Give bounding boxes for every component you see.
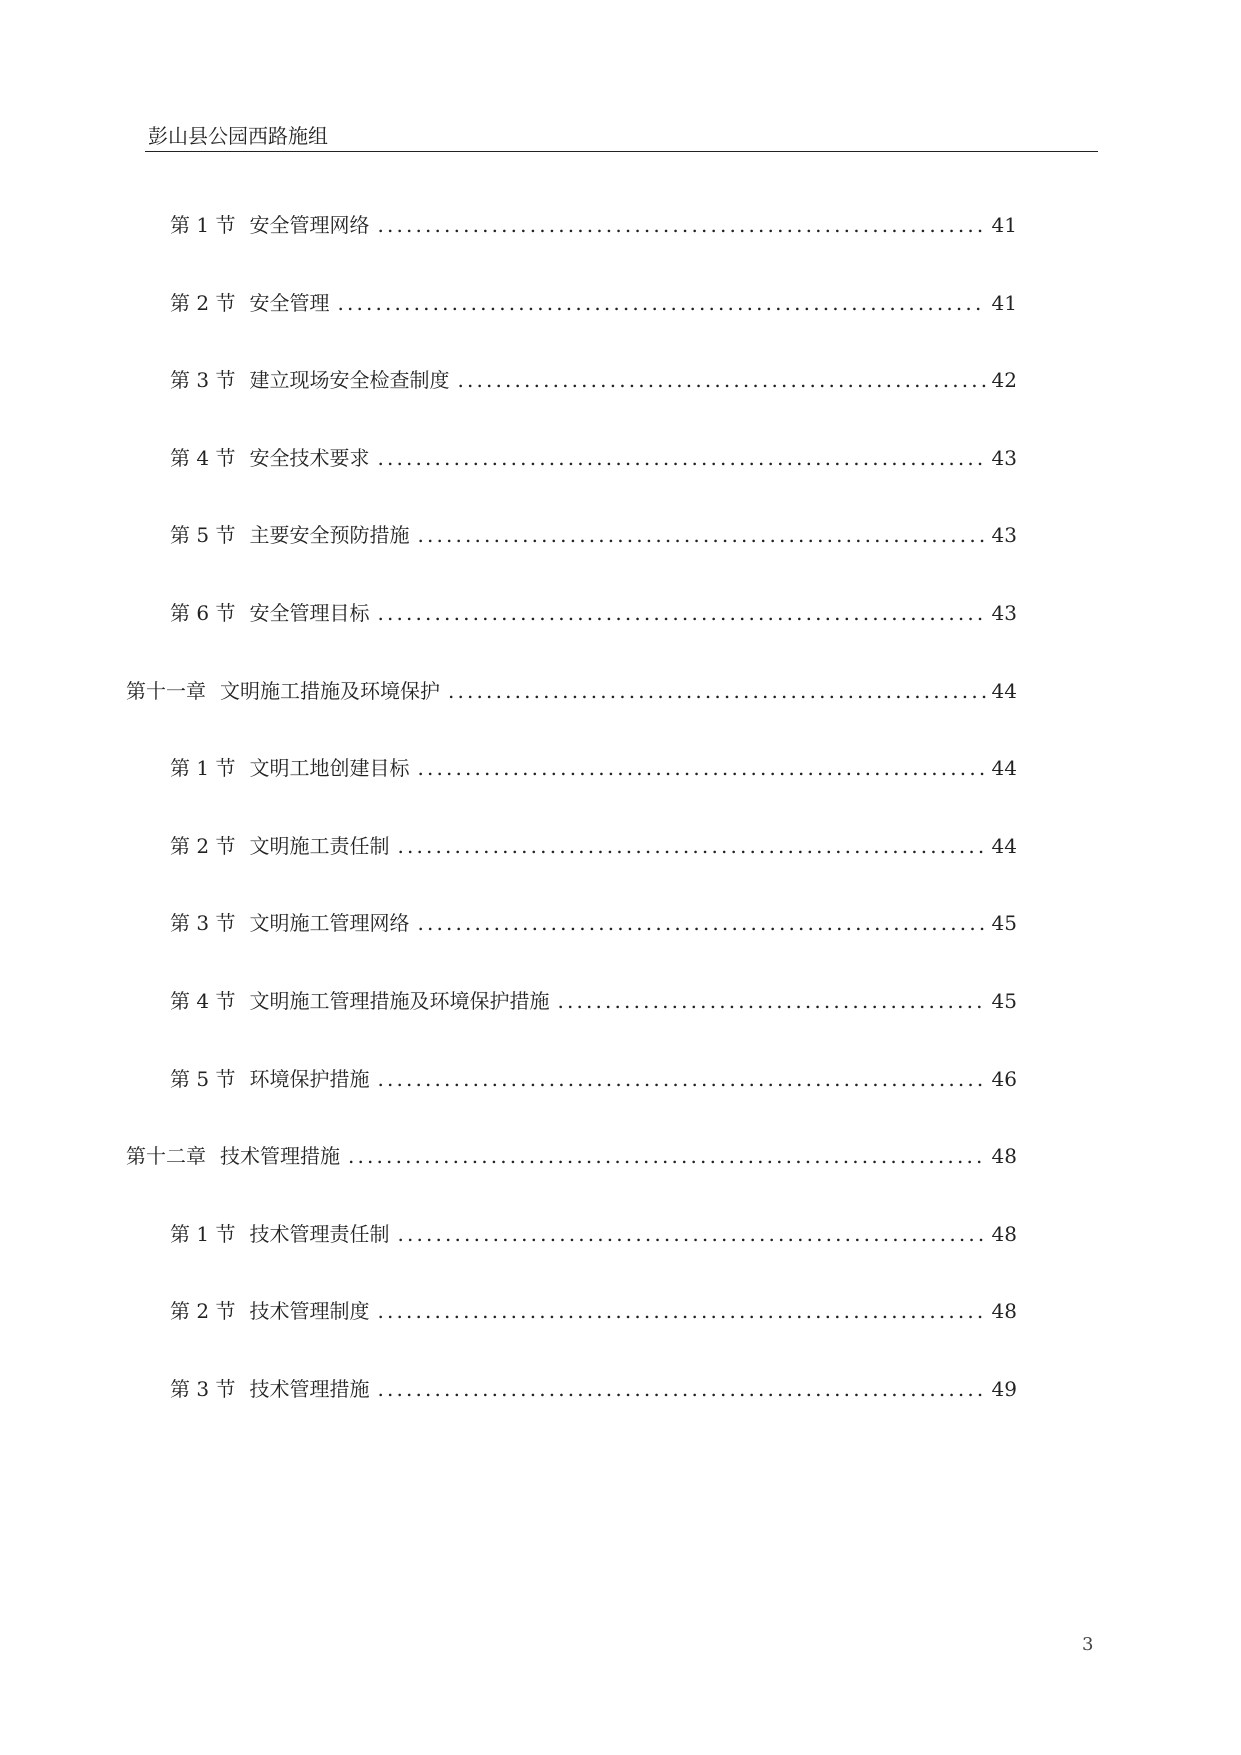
toc-entry-page: 44 [991, 833, 1017, 858]
toc-entry-title: 主要安全预防措施 [249, 523, 410, 548]
toc-section-entry[interactable] [170, 211, 1017, 239]
toc-entry-page: 48 [991, 1221, 1017, 1246]
toc-entry-page: 45 [991, 989, 1017, 1013]
toc-section-entry[interactable] [170, 987, 1017, 1015]
toc-entry-label: 第十一章 [126, 678, 206, 703]
toc-section-entry[interactable] [170, 289, 1017, 317]
toc-dot-leader [377, 1065, 985, 1093]
page-header: 彭山县公园西路施组 [148, 124, 328, 148]
toc-dot-leader [417, 521, 985, 549]
toc-entry-title: 文明施工管理措施及环境保护措施 [249, 989, 550, 1013]
toc-entry-label: 第 5 节 [170, 523, 236, 548]
toc-section-entry[interactable] [170, 1065, 1017, 1093]
toc-dot-leader [337, 289, 985, 317]
toc-entry-label: 第 3 节 [170, 368, 236, 393]
toc-section-entry[interactable] [170, 521, 1017, 549]
toc-entry-page: 41 [991, 290, 1017, 315]
toc-entry-label: 第 2 节 [170, 290, 236, 315]
toc-entry-title: 安全管理网络 [249, 213, 370, 237]
toc-section-entry[interactable] [170, 1297, 1017, 1325]
toc-entry-label: 第 3 节 [170, 1377, 236, 1401]
toc-section-entry[interactable] [170, 832, 1017, 860]
toc-dot-leader [397, 832, 985, 860]
toc-entry-label: 第 6 节 [170, 601, 236, 625]
toc-entry-page: 45 [991, 911, 1017, 936]
toc-entry-title: 技术管理措施 [249, 1377, 370, 1401]
toc-section-entry[interactable] [170, 366, 1017, 394]
toc-section-entry[interactable] [170, 909, 1017, 937]
toc-entry-label: 第 4 节 [170, 445, 236, 470]
toc-entry-title: 安全管理 [249, 290, 330, 315]
toc-entry-title: 技术管理措施 [220, 1144, 340, 1169]
toc-entry-label: 第十二章 [126, 1144, 206, 1169]
toc-dot-leader [457, 366, 985, 394]
toc-entry-title: 安全管理目标 [249, 601, 370, 625]
toc-section-entry[interactable] [170, 444, 1017, 472]
toc-entry-page: 48 [991, 1144, 1017, 1169]
toc-entry-label: 第 1 节 [170, 1221, 236, 1246]
toc-section-entry[interactable] [170, 599, 1017, 627]
toc-entry-title: 建立现场安全检查制度 [249, 368, 450, 393]
toc-entry-title: 安全技术要求 [249, 445, 370, 470]
toc-dot-leader [377, 211, 985, 239]
toc-section-entry[interactable] [170, 1220, 1017, 1248]
toc-chapter-entry[interactable] [126, 677, 1017, 705]
toc-entry-label: 第 1 节 [170, 756, 236, 781]
toc-entry-page: 43 [991, 523, 1017, 548]
toc-entry-title: 文明施工措施及环境保护 [220, 678, 440, 703]
toc-entry-title: 文明工地创建目标 [249, 756, 410, 781]
toc-dot-leader [348, 1142, 986, 1170]
toc-dot-leader [417, 909, 985, 937]
toc-entry-page: 43 [991, 445, 1017, 470]
toc-chapter-entry[interactable] [126, 1142, 1017, 1170]
toc-entry-label: 第 4 节 [170, 989, 236, 1013]
toc-section-entry[interactable] [170, 754, 1017, 782]
toc-entry-label: 第 2 节 [170, 833, 236, 858]
toc-entry-title: 技术管理责任制 [249, 1221, 390, 1246]
toc-entry-title: 文明施工责任制 [249, 833, 390, 858]
toc-dot-leader [377, 599, 985, 627]
toc-entry-page: 48 [991, 1299, 1017, 1324]
toc-dot-leader [377, 1297, 985, 1325]
toc-entry-page: 42 [991, 368, 1017, 393]
toc-entry-label: 第 1 节 [170, 213, 236, 237]
toc-dot-leader [377, 444, 985, 472]
toc-entry-page: 44 [991, 756, 1017, 781]
toc-entry-page: 46 [991, 1066, 1017, 1091]
toc-entry-title: 环境保护措施 [249, 1066, 370, 1091]
toc-section-entry[interactable] [170, 1375, 1017, 1403]
toc-entry-label: 第 2 节 [170, 1299, 236, 1324]
toc-entry-label: 第 5 节 [170, 1066, 236, 1091]
toc-dot-leader [417, 754, 985, 782]
toc-dot-leader [557, 987, 985, 1015]
toc-dot-leader [448, 677, 986, 705]
toc-dot-leader [377, 1375, 985, 1403]
toc-dot-leader [397, 1220, 985, 1248]
toc-entry-page: 44 [991, 678, 1017, 703]
toc-entry-page: 43 [991, 601, 1017, 625]
toc-entry-page: 41 [991, 213, 1017, 237]
toc-entry-page: 49 [991, 1377, 1017, 1401]
toc-entry-title: 文明施工管理网络 [249, 911, 410, 936]
toc-entry-label: 第 3 节 [170, 911, 236, 936]
page-number: 3 [1082, 1634, 1094, 1655]
toc-entry-title: 技术管理制度 [249, 1299, 370, 1324]
